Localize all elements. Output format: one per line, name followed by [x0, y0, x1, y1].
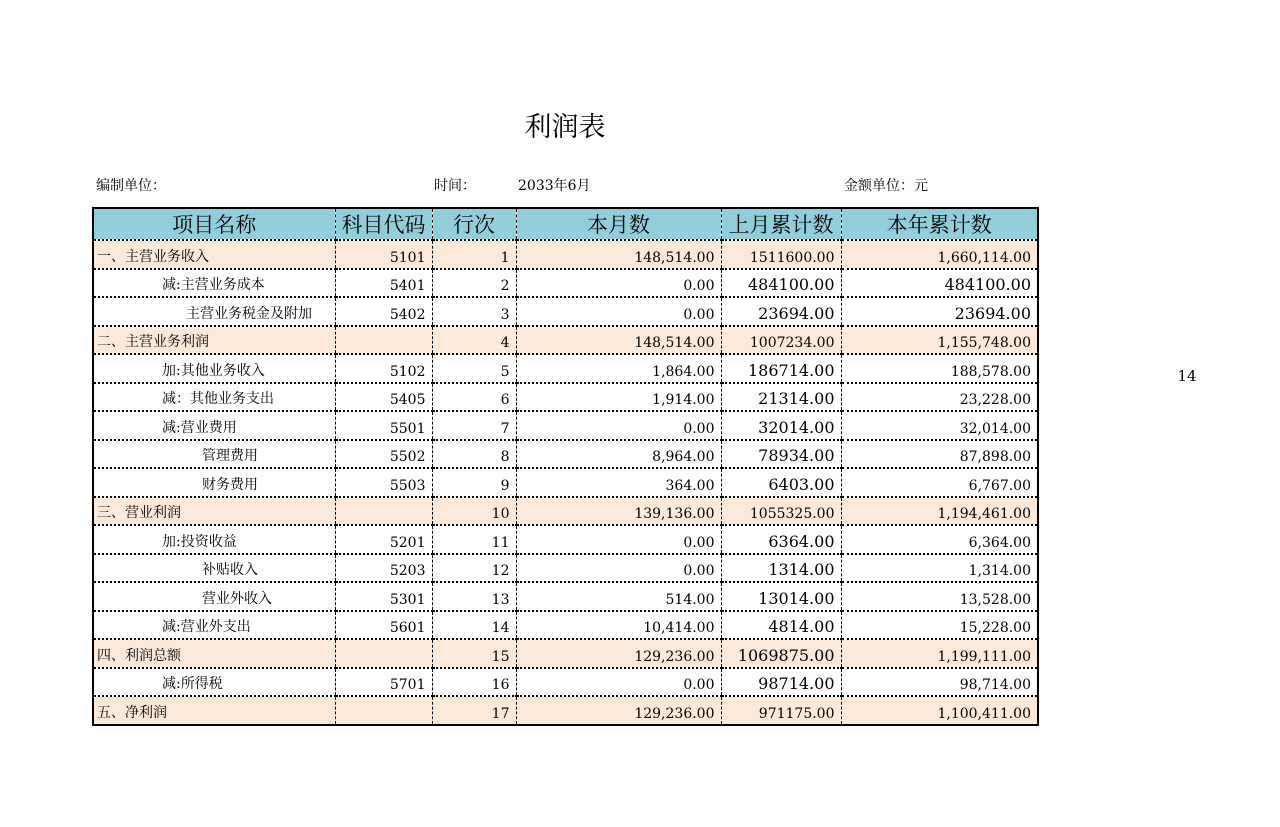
cell-account-code[interactable]: 5101 — [335, 240, 432, 269]
cell-year-cumulative[interactable]: 15,228.00 — [841, 611, 1038, 640]
cell-prev-cumulative[interactable]: 98714.00 — [721, 668, 841, 697]
cell-prev-cumulative[interactable]: 1511600.00 — [721, 240, 841, 269]
cell-year-cumulative[interactable]: 1,194,461.00 — [841, 497, 1038, 526]
cell-current-month[interactable]: 0.00 — [516, 668, 721, 697]
table-row — [93, 554, 1038, 583]
cell-prev-cumulative[interactable]: 6403.00 — [721, 468, 841, 497]
cell-year-cumulative[interactable]: 1,100,411.00 — [841, 696, 1038, 725]
cell-item-name[interactable]: 减:营业外支出 — [93, 611, 335, 640]
cell-prev-cumulative[interactable]: 186714.00 — [721, 354, 841, 383]
cell-current-month[interactable]: 129,236.00 — [516, 639, 721, 668]
cell-item-name[interactable]: 营业外收入 — [93, 582, 335, 611]
table-row — [93, 468, 1038, 497]
cell-prev-cumulative[interactable]: 21314.00 — [721, 383, 841, 412]
cell-current-month[interactable]: 1,914.00 — [516, 383, 721, 412]
cell-prev-cumulative[interactable]: 6364.00 — [721, 525, 841, 554]
table-body — [93, 240, 1038, 725]
cell-item-name[interactable]: 三、营业利润 — [93, 497, 335, 526]
compiling-unit-label: 编制单位： — [96, 178, 166, 194]
cell-line-no[interactable]: 6 — [432, 383, 516, 412]
cell-account-code[interactable]: 5201 — [335, 525, 432, 554]
table-row — [93, 440, 1038, 469]
cell-current-month[interactable]: 0.00 — [516, 554, 721, 583]
cell-year-cumulative[interactable]: 484100.00 — [841, 269, 1038, 298]
report-title: 利润表 — [524, 112, 606, 143]
cell-item-name[interactable]: 减：其他业务支出 — [93, 383, 335, 412]
cell-prev-cumulative[interactable]: 23694.00 — [721, 297, 841, 326]
cell-account-code[interactable]: 5502 — [335, 440, 432, 469]
cell-item-name[interactable]: 主营业务税金及附加 — [93, 297, 335, 326]
cell-year-cumulative[interactable]: 32,014.00 — [841, 411, 1038, 440]
table-row — [93, 326, 1038, 355]
cell-line-no[interactable]: 12 — [432, 554, 516, 583]
table-row — [93, 411, 1038, 440]
cell-year-cumulative[interactable]: 23694.00 — [841, 297, 1038, 326]
cell-item-name[interactable]: 减:营业费用 — [93, 411, 335, 440]
table-row — [93, 525, 1038, 554]
cell-item-name[interactable]: 一、主营业务收入 — [93, 240, 335, 269]
cell-item-name[interactable]: 二、主营业务利润 — [93, 326, 335, 355]
cell-account-code[interactable] — [335, 497, 432, 526]
cell-account-code[interactable] — [335, 326, 432, 355]
cell-account-code[interactable]: 5102 — [335, 354, 432, 383]
cell-account-code[interactable]: 5405 — [335, 383, 432, 412]
cell-prev-cumulative[interactable]: 1055325.00 — [721, 497, 841, 526]
cell-prev-cumulative[interactable]: 1314.00 — [721, 554, 841, 583]
cell-current-month[interactable]: 364.00 — [516, 468, 721, 497]
cell-prev-cumulative[interactable]: 1007234.00 — [721, 326, 841, 355]
cell-year-cumulative[interactable]: 1,155,748.00 — [841, 326, 1038, 355]
column-header-item-name: 项目名称 — [93, 208, 335, 240]
cell-item-name[interactable]: 财务费用 — [93, 468, 335, 497]
cell-account-code[interactable]: 5401 — [335, 269, 432, 298]
cell-line-no[interactable]: 7 — [432, 411, 516, 440]
cell-year-cumulative[interactable]: 98,714.00 — [841, 668, 1038, 697]
cell-current-month[interactable]: 148,514.00 — [516, 240, 721, 269]
cell-prev-cumulative[interactable]: 484100.00 — [721, 269, 841, 298]
cell-current-month[interactable]: 8,964.00 — [516, 440, 721, 469]
cell-year-cumulative[interactable]: 23,228.00 — [841, 383, 1038, 412]
cell-item-name[interactable]: 管理费用 — [93, 440, 335, 469]
cell-prev-cumulative[interactable]: 78934.00 — [721, 440, 841, 469]
cell-year-cumulative[interactable]: 188,578.00 — [841, 354, 1038, 383]
table-row — [93, 297, 1038, 326]
cell-line-no[interactable]: 14 — [432, 611, 516, 640]
table-row — [93, 354, 1038, 383]
cell-year-cumulative[interactable]: 13,528.00 — [841, 582, 1038, 611]
column-header-line-no: 行次 — [432, 208, 516, 240]
column-header-current-month: 本月数 — [516, 208, 721, 240]
cell-item-name[interactable]: 补贴收入 — [93, 554, 335, 583]
cell-line-no[interactable]: 1 — [432, 240, 516, 269]
column-header-year-cumulative: 本年累计数 — [841, 208, 1038, 240]
table-row — [93, 269, 1038, 298]
cell-current-month[interactable]: 148,514.00 — [516, 326, 721, 355]
cell-account-code[interactable] — [335, 696, 432, 725]
time-value: 2033年6月 — [518, 178, 591, 194]
cell-item-name[interactable]: 减:所得税 — [93, 668, 335, 697]
cell-item-name[interactable]: 减:主营业务成本 — [93, 269, 335, 298]
table-row — [93, 582, 1038, 611]
cell-line-no[interactable]: 9 — [432, 468, 516, 497]
cell-account-code[interactable]: 5701 — [335, 668, 432, 697]
cell-current-month[interactable]: 0.00 — [516, 269, 721, 298]
cell-item-name[interactable]: 加:投资收益 — [93, 525, 335, 554]
column-header-account-code: 科目代码 — [335, 208, 432, 240]
cell-year-cumulative[interactable]: 87,898.00 — [841, 440, 1038, 469]
cell-current-month[interactable]: 139,136.00 — [516, 497, 721, 526]
cell-account-code[interactable]: 5301 — [335, 582, 432, 611]
cell-prev-cumulative[interactable]: 13014.00 — [721, 582, 841, 611]
cell-current-month[interactable]: 10,414.00 — [516, 611, 721, 640]
cell-item-name[interactable]: 加:其他业务收入 — [93, 354, 335, 383]
table-row — [93, 668, 1038, 697]
cell-item-name[interactable]: 四、利润总额 — [93, 639, 335, 668]
cell-year-cumulative[interactable]: 6,767.00 — [841, 468, 1038, 497]
cell-current-month[interactable]: 0.00 — [516, 411, 721, 440]
cell-line-no[interactable]: 11 — [432, 525, 516, 554]
side-note-value[interactable]: 14 — [1177, 367, 1197, 385]
cell-line-no[interactable]: 4 — [432, 326, 516, 355]
currency-unit-label: 金额单位：元 — [844, 178, 928, 194]
cell-line-no[interactable]: 16 — [432, 668, 516, 697]
cell-prev-cumulative[interactable]: 4814.00 — [721, 611, 841, 640]
cell-year-cumulative[interactable]: 1,660,114.00 — [841, 240, 1038, 269]
cell-current-month[interactable]: 1,864.00 — [516, 354, 721, 383]
cell-line-no[interactable]: 8 — [432, 440, 516, 469]
cell-account-code[interactable]: 5501 — [335, 411, 432, 440]
table-header-row — [93, 208, 1038, 240]
cell-current-month[interactable]: 0.00 — [516, 297, 721, 326]
cell-line-no[interactable]: 13 — [432, 582, 516, 611]
cell-line-no[interactable]: 10 — [432, 497, 516, 526]
cell-prev-cumulative[interactable]: 32014.00 — [721, 411, 841, 440]
cell-account-code[interactable]: 5601 — [335, 611, 432, 640]
cell-account-code[interactable]: 5503 — [335, 468, 432, 497]
cell-account-code[interactable]: 5402 — [335, 297, 432, 326]
table-row — [93, 696, 1038, 725]
cell-year-cumulative[interactable]: 1,199,111.00 — [841, 639, 1038, 668]
cell-line-no[interactable]: 3 — [432, 297, 516, 326]
cell-current-month[interactable]: 0.00 — [516, 525, 721, 554]
cell-prev-cumulative[interactable]: 971175.00 — [721, 696, 841, 725]
cell-item-name[interactable]: 五、净利润 — [93, 696, 335, 725]
column-header-prev-cumulative: 上月累计数 — [721, 208, 841, 240]
cell-line-no[interactable]: 15 — [432, 639, 516, 668]
cell-current-month[interactable]: 129,236.00 — [516, 696, 721, 725]
table-row — [93, 497, 1038, 526]
cell-line-no[interactable]: 5 — [432, 354, 516, 383]
cell-line-no[interactable]: 2 — [432, 269, 516, 298]
table-row — [93, 639, 1038, 668]
cell-line-no[interactable]: 17 — [432, 696, 516, 725]
table-row — [93, 611, 1038, 640]
cell-account-code[interactable]: 5203 — [335, 554, 432, 583]
table-row — [93, 240, 1038, 269]
cell-year-cumulative[interactable]: 1,314.00 — [841, 554, 1038, 583]
cell-current-month[interactable]: 514.00 — [516, 582, 721, 611]
table-row — [93, 383, 1038, 412]
time-label: 时间： — [434, 178, 476, 194]
cell-prev-cumulative[interactable]: 1069875.00 — [721, 639, 841, 668]
profit-statement-table — [92, 207, 1039, 726]
cell-year-cumulative[interactable]: 6,364.00 — [841, 525, 1038, 554]
cell-account-code[interactable] — [335, 639, 432, 668]
